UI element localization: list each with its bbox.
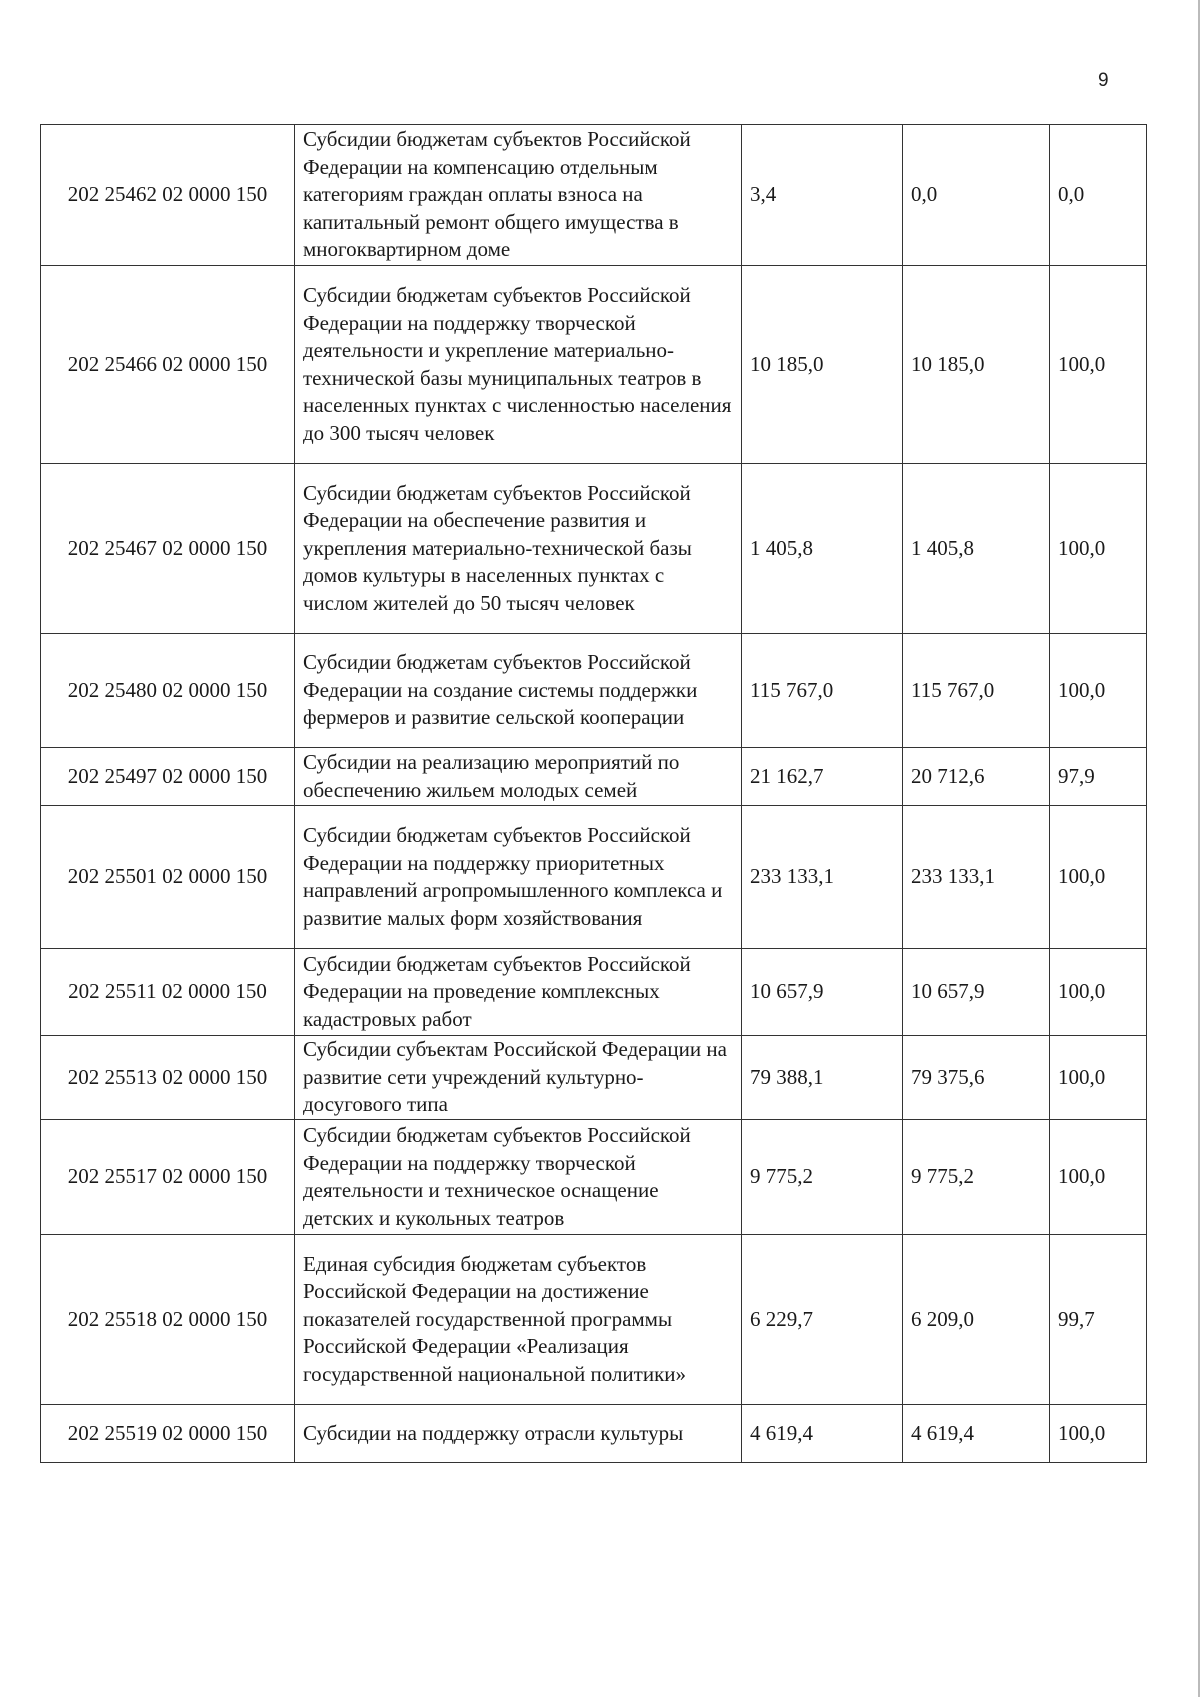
row-plan: 10 657,9 [742,949,903,1036]
row-plan: 21 162,7 [742,748,903,806]
table-row [41,1120,1147,1235]
row-plan: 233 133,1 [742,806,903,949]
row-percent: 100,0 [1050,1036,1147,1120]
row-fact: 115 767,0 [903,634,1050,748]
row-plan: 3,4 [742,125,903,266]
page-number: 9 [1098,70,1109,91]
row-fact: 0,0 [903,125,1050,266]
row-fact: 10 657,9 [903,949,1050,1036]
row-fact: 4 619,4 [903,1405,1050,1463]
table-row [41,806,1147,949]
row-percent: 100,0 [1050,634,1147,748]
row-fact: 20 712,6 [903,748,1050,806]
row-name: Субсидии бюджетам субъектов Российской Федерации на обеспечение развития и укрепления материально-технической базы домов культуры в населенных пунктах с числом жителей до 50 тысяч человек [295,464,742,634]
table-row [41,634,1147,748]
row-plan: 4 619,4 [742,1405,903,1463]
row-fact: 10 185,0 [903,266,1050,464]
row-name: Субсидии бюджетам субъектов Российской Федерации на поддержку творческой деятельности и техническое оснащение детских и кукольных театров [295,1120,742,1235]
table-row [41,464,1147,634]
row-code: 202 25519 02 0000 150 [41,1405,295,1463]
row-code: 202 25501 02 0000 150 [41,806,295,949]
row-name: Субсидии на поддержку отрасли культуры [295,1405,742,1463]
row-name: Субсидии бюджетам субъектов Российской Федерации на создание системы поддержки фермеров и развитие сельской кооперации [295,634,742,748]
row-percent: 99,7 [1050,1235,1147,1405]
row-code: 202 25480 02 0000 150 [41,634,295,748]
table-row [41,1235,1147,1405]
row-code: 202 25467 02 0000 150 [41,464,295,634]
row-code: 202 25511 02 0000 150 [41,949,295,1036]
row-percent: 100,0 [1050,806,1147,949]
row-percent: 100,0 [1050,1405,1147,1463]
row-plan: 115 767,0 [742,634,903,748]
row-fact: 233 133,1 [903,806,1050,949]
table-row [41,1036,1147,1120]
row-fact: 79 375,6 [903,1036,1050,1120]
row-percent: 0,0 [1050,125,1147,266]
row-name: Единая субсидия бюджетам субъектов Российской Федерации на достижение показателей государственной программы Российской Федерации «Реализация государственной национальной политики» [295,1235,742,1405]
row-name: Субсидии бюджетам субъектов Российской Федерации на компенсацию отдельным категориям граждан оплаты взноса на капитальный ремонт общего имущества в многоквартирном доме [295,125,742,266]
table-row [41,125,1147,266]
row-percent: 100,0 [1050,1120,1147,1235]
row-name: Субсидии на реализацию мероприятий по обеспечению жильем молодых семей [295,748,742,806]
row-percent: 100,0 [1050,949,1147,1036]
row-code: 202 25518 02 0000 150 [41,1235,295,1405]
row-code: 202 25497 02 0000 150 [41,748,295,806]
row-name: Субсидии бюджетам субъектов Российской Федерации на поддержку приоритетных направлений агропромышленного комплекса и развитие малых форм хозяйствования [295,806,742,949]
row-percent: 100,0 [1050,464,1147,634]
row-plan: 6 229,7 [742,1235,903,1405]
row-plan: 10 185,0 [742,266,903,464]
table-row [41,949,1147,1036]
row-plan: 1 405,8 [742,464,903,634]
row-fact: 6 209,0 [903,1235,1050,1405]
row-name: Субсидии субъектам Российской Федерации на развитие сети учреждений культурно-досугового типа [295,1036,742,1120]
budget-table [40,124,1147,1463]
row-code: 202 25466 02 0000 150 [41,266,295,464]
row-name: Субсидии бюджетам субъектов Российской Федерации на поддержку творческой деятельности и укрепление материально-технической базы муниципальных театров в населенных пунктах с численностью населения до 300 тысяч человек [295,266,742,464]
row-code: 202 25517 02 0000 150 [41,1120,295,1235]
table-row [41,748,1147,806]
row-name: Субсидии бюджетам субъектов Российской Федерации на проведение комплексных кадастровых работ [295,949,742,1036]
table-row [41,1405,1147,1463]
table-row [41,266,1147,464]
row-code: 202 25462 02 0000 150 [41,125,295,266]
row-fact: 1 405,8 [903,464,1050,634]
row-code: 202 25513 02 0000 150 [41,1036,295,1120]
row-percent: 97,9 [1050,748,1147,806]
row-plan: 79 388,1 [742,1036,903,1120]
row-plan: 9 775,2 [742,1120,903,1235]
row-fact: 9 775,2 [903,1120,1050,1235]
row-percent: 100,0 [1050,266,1147,464]
